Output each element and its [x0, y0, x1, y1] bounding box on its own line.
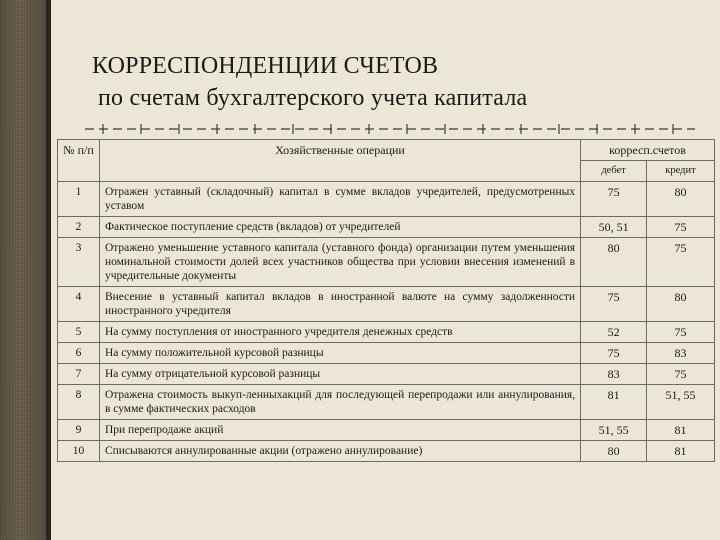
- row-debit: 80: [581, 441, 647, 462]
- row-credit: 75: [647, 364, 715, 385]
- row-number: 6: [58, 343, 100, 364]
- row-number: 8: [58, 385, 100, 420]
- row-operation: На сумму поступления от иностранного учредителя денежных средств: [99, 322, 580, 343]
- row-operation: Фактическое поступление средств (вкладов) от учредителей: [99, 217, 580, 238]
- row-number: 2: [58, 217, 100, 238]
- header-debit: дебет: [581, 161, 647, 182]
- decorative-divider: [85, 121, 695, 137]
- row-number: 1: [58, 182, 100, 217]
- title-line-1: КОРРЕСПОНДЕНЦИИ СЧЕТОВ: [92, 53, 439, 79]
- row-credit: 75: [647, 322, 715, 343]
- row-debit: 83: [581, 364, 647, 385]
- row-operation: Отражен уставный (складочный) капитал в сумме вкладов учредителей, предусмотренных уставом: [99, 182, 580, 217]
- row-credit: 80: [647, 287, 715, 322]
- row-debit: 75: [581, 287, 647, 322]
- row-operation: Отражено уменьшение уставного капитала (уставного фонда) организации путем уменьшения номинальной стоимости долей всех участников общества при условии внесения изменений в учредительные документы: [99, 238, 580, 287]
- row-operation: Отражена стоимость выкуп-ленныхакций для последующей перепродажи или аннулирования, в сумме фактических расходов: [99, 385, 580, 420]
- row-credit: 51, 55: [647, 385, 715, 420]
- header-num: № п/п: [58, 140, 100, 182]
- table-row: [58, 217, 715, 238]
- table-row: [58, 182, 715, 217]
- table-row: [58, 287, 715, 322]
- row-operation: Внесение в уставный капитал вкладов в иностранной валюте на сумму задолженности иностранного учредителя: [99, 287, 580, 322]
- row-operation: На сумму положительной курсовой разницы: [99, 343, 580, 364]
- row-debit: 75: [581, 343, 647, 364]
- accounts-table: [57, 139, 715, 462]
- row-number: 10: [58, 441, 100, 462]
- row-number: 9: [58, 420, 100, 441]
- table-row: [58, 238, 715, 287]
- row-credit: 83: [647, 343, 715, 364]
- row-credit: 75: [647, 238, 715, 287]
- row-debit: 50, 51: [581, 217, 647, 238]
- header-operations: Хозяйственные операции: [99, 140, 580, 182]
- decorative-side-bar: [0, 0, 46, 540]
- row-operation: При перепродаже акций: [99, 420, 580, 441]
- row-credit: 75: [647, 217, 715, 238]
- row-credit: 80: [647, 182, 715, 217]
- slide-title: [92, 50, 692, 114]
- header-credit: кредит: [647, 161, 715, 182]
- row-credit: 81: [647, 441, 715, 462]
- table-row: [58, 343, 715, 364]
- row-credit: 81: [647, 420, 715, 441]
- row-debit: 51, 55: [581, 420, 647, 441]
- row-number: 7: [58, 364, 100, 385]
- title-line-2: по счетам бухгалтерского учета капитала: [98, 85, 528, 111]
- side-bar-border: [46, 0, 51, 540]
- row-debit: 80: [581, 238, 647, 287]
- row-number: 4: [58, 287, 100, 322]
- table-row: [58, 322, 715, 343]
- table-header-row: [58, 140, 715, 161]
- row-number: 5: [58, 322, 100, 343]
- header-accounts: корресп.счетов: [581, 140, 715, 161]
- row-debit: 75: [581, 182, 647, 217]
- row-debit: 81: [581, 385, 647, 420]
- table-row: [58, 420, 715, 441]
- table-row: [58, 364, 715, 385]
- row-operation: Списываются аннулированные акции (отражено аннулирование): [99, 441, 580, 462]
- table-row: [58, 441, 715, 462]
- row-debit: 52: [581, 322, 647, 343]
- row-number: 3: [58, 238, 100, 287]
- table-row: [58, 385, 715, 420]
- row-operation: На сумму отрицательной курсовой разницы: [99, 364, 580, 385]
